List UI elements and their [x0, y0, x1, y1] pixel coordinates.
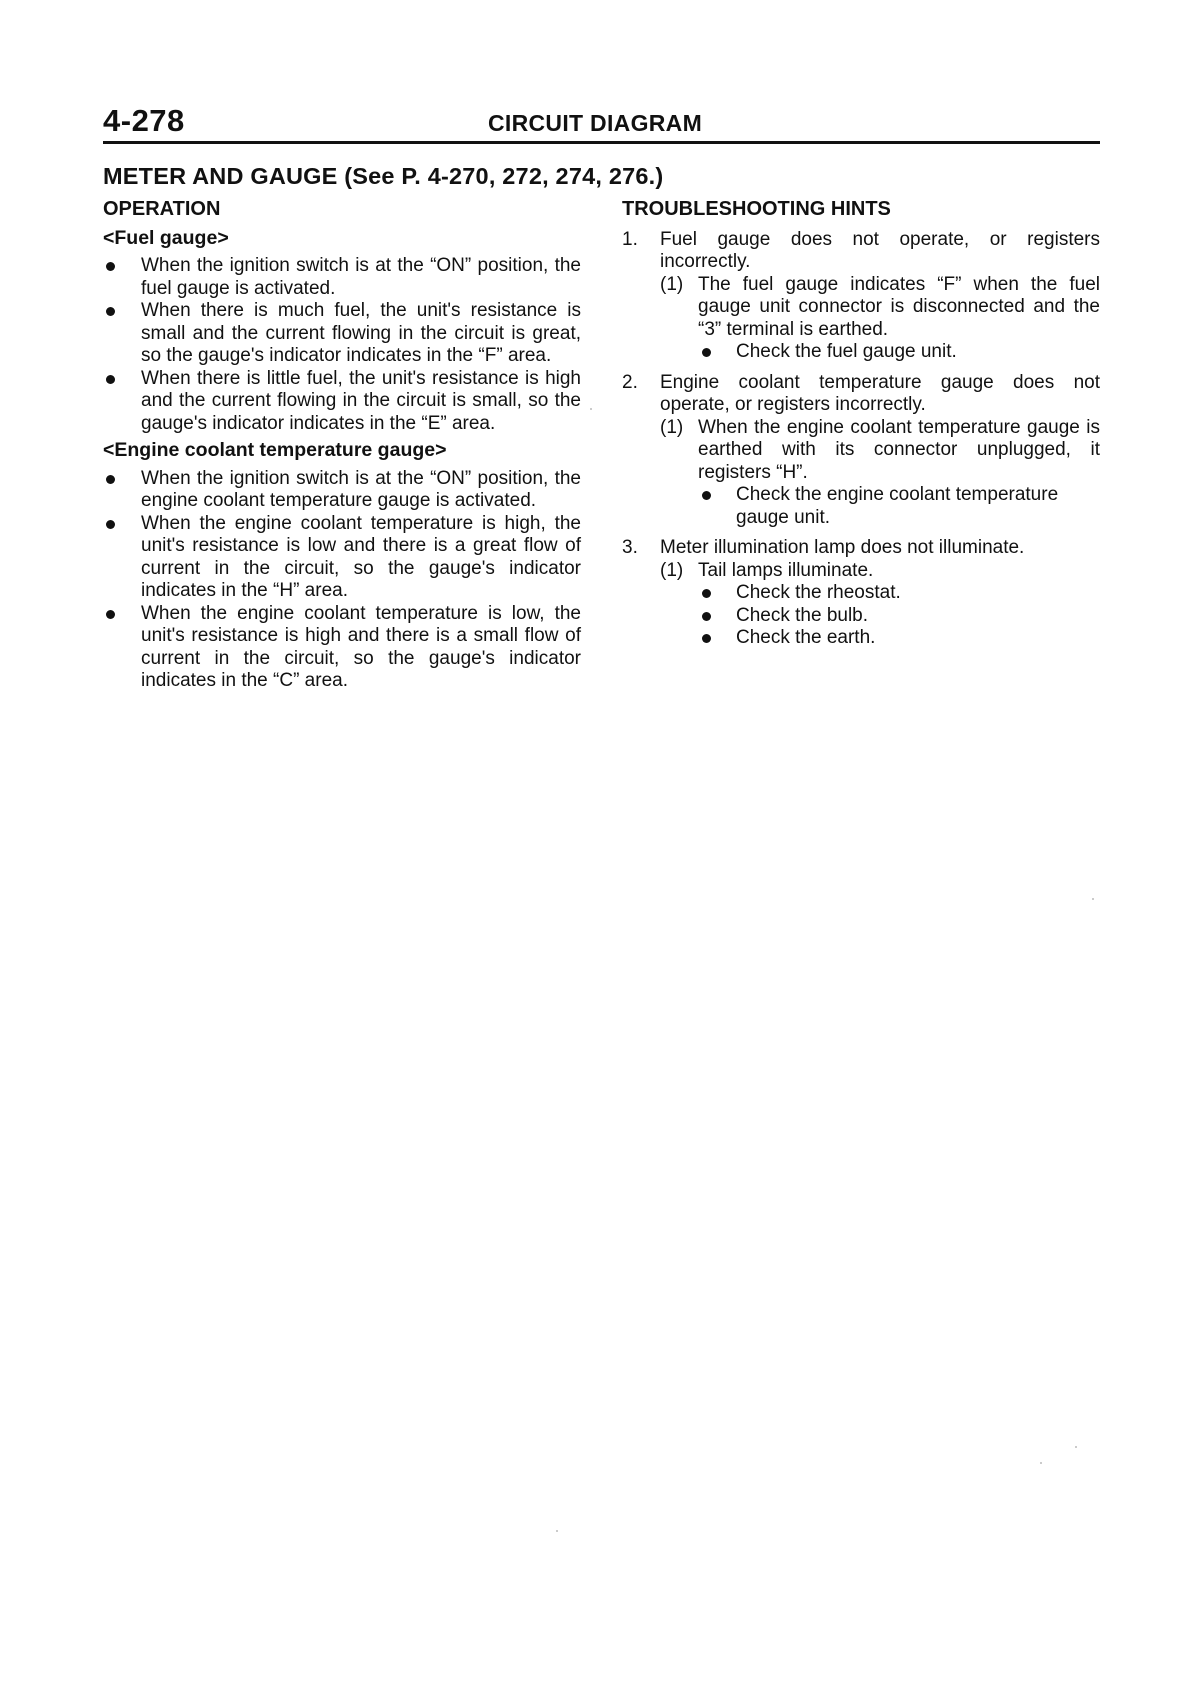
check-item: [698, 341, 1100, 364]
scan-speck: [1092, 898, 1094, 900]
check-text: Check the rheostat.: [736, 582, 901, 603]
check-text: Check the earth.: [736, 627, 876, 648]
list-item-text: When the engine coolant temperature is high, the unit's resistance is low and there is a great flow of current in the circuit, so the gauge's indicator indicates in the “H” area.: [141, 512, 581, 601]
scan-speck: [1075, 1446, 1077, 1448]
bullet-icon: [702, 612, 711, 621]
troubleshooting-column: [622, 198, 1100, 650]
hint-number: 3.: [622, 537, 638, 558]
bullet-icon: [106, 262, 115, 271]
section-title: CIRCUIT DIAGRAM: [488, 110, 703, 136]
fuel-gauge-heading: <Fuel gauge>: [103, 226, 229, 249]
bullet-icon: [702, 348, 711, 357]
check-item: [698, 582, 1100, 605]
hint-item: [622, 537, 1100, 650]
bullet-icon: [702, 491, 711, 500]
bullet-icon: [106, 610, 115, 619]
list-item: [103, 468, 581, 513]
scan-speck: [556, 1530, 558, 1532]
bullet-icon: [702, 634, 711, 643]
page-title: METER AND GAUGE (See P. 4-270, 272, 274, 276.): [103, 163, 664, 189]
hint-text: Engine coolant temperature gauge does not operate, or registers incorrectly.: [660, 371, 1100, 415]
list-item: [103, 368, 581, 436]
sub-number: (1): [660, 559, 684, 581]
hint-sub-item: [660, 274, 1100, 364]
list-item: [103, 603, 581, 693]
coolant-gauge-list: [103, 468, 581, 693]
sub-number: (1): [660, 416, 684, 438]
fuel-gauge-list: [103, 255, 581, 435]
check-list: [698, 341, 1100, 364]
hint-number: 1.: [622, 228, 638, 250]
list-item-text: When there is little fuel, the unit's resistance is high and the current flowing in the circuit is small, so the gauge's indicator indicates in the “E” area.: [141, 367, 581, 434]
bullet-icon: [702, 589, 711, 598]
scan-speck: [590, 408, 592, 410]
list-item: [103, 513, 581, 603]
bullet-icon: [106, 307, 115, 316]
bullet-icon: [106, 475, 115, 484]
list-item-text: When the engine coolant temperature is low, the unit's resistance is high and there is a small flow of current in the circuit, so the gauge's indicator indicates in the “C” area.: [141, 602, 581, 691]
check-text: Check the fuel gauge unit.: [736, 341, 957, 362]
page-number: 4-278: [103, 103, 185, 138]
check-list: [698, 582, 1100, 650]
list-item: [103, 255, 581, 300]
troubleshooting-heading: TROUBLESHOOTING HINTS: [622, 198, 891, 220]
bullet-icon: [106, 520, 115, 529]
list-item: [103, 300, 581, 368]
check-list: [698, 484, 1100, 529]
operation-heading: OPERATION: [103, 198, 221, 220]
hint-number: 2.: [622, 371, 638, 393]
hint-item: [622, 372, 1100, 530]
coolant-gauge-heading: <Engine coolant temperature gauge>: [103, 439, 447, 461]
hint-item: [622, 229, 1100, 364]
sub-text: Tail lamps illuminate.: [698, 559, 874, 581]
check-item: [698, 484, 1100, 529]
check-text: Check the engine coolant temperature gauge unit.: [736, 484, 1059, 528]
scan-speck: [1040, 1462, 1042, 1464]
bullet-icon: [106, 375, 115, 384]
list-item-text: When the ignition switch is at the “ON” position, the engine coolant temperature gauge is activated.: [141, 467, 581, 511]
sub-text: The fuel gauge indicates “F” when the fuel gauge unit connector is disconnected and the “3” terminal is earthed.: [698, 273, 1100, 340]
hint-text: Meter illumination lamp does not illuminate.: [660, 537, 1025, 558]
hint-sub-item: [660, 417, 1100, 530]
list-item-text: When there is much fuel, the unit's resistance is small and the current flowing in the circuit is great, so the gauge's indicator indicates in the “F” area.: [141, 300, 581, 366]
list-item-text: When the ignition switch is at the “ON” position, the fuel gauge is activated.: [141, 255, 581, 299]
check-item: [698, 627, 1100, 650]
operation-column: [103, 198, 581, 697]
sub-number: (1): [660, 273, 684, 295]
hint-text: Fuel gauge does not operate, or registers incorrectly.: [660, 228, 1100, 272]
sub-text: When the engine coolant temperature gauge is earthed with its connector unplugged, it registers “H”.: [698, 416, 1100, 483]
check-text: Check the bulb.: [736, 604, 869, 626]
hint-sub-item: [660, 560, 1100, 650]
header-rule: [103, 141, 1100, 144]
page-header: [103, 103, 1103, 143]
check-item: [698, 605, 1100, 628]
